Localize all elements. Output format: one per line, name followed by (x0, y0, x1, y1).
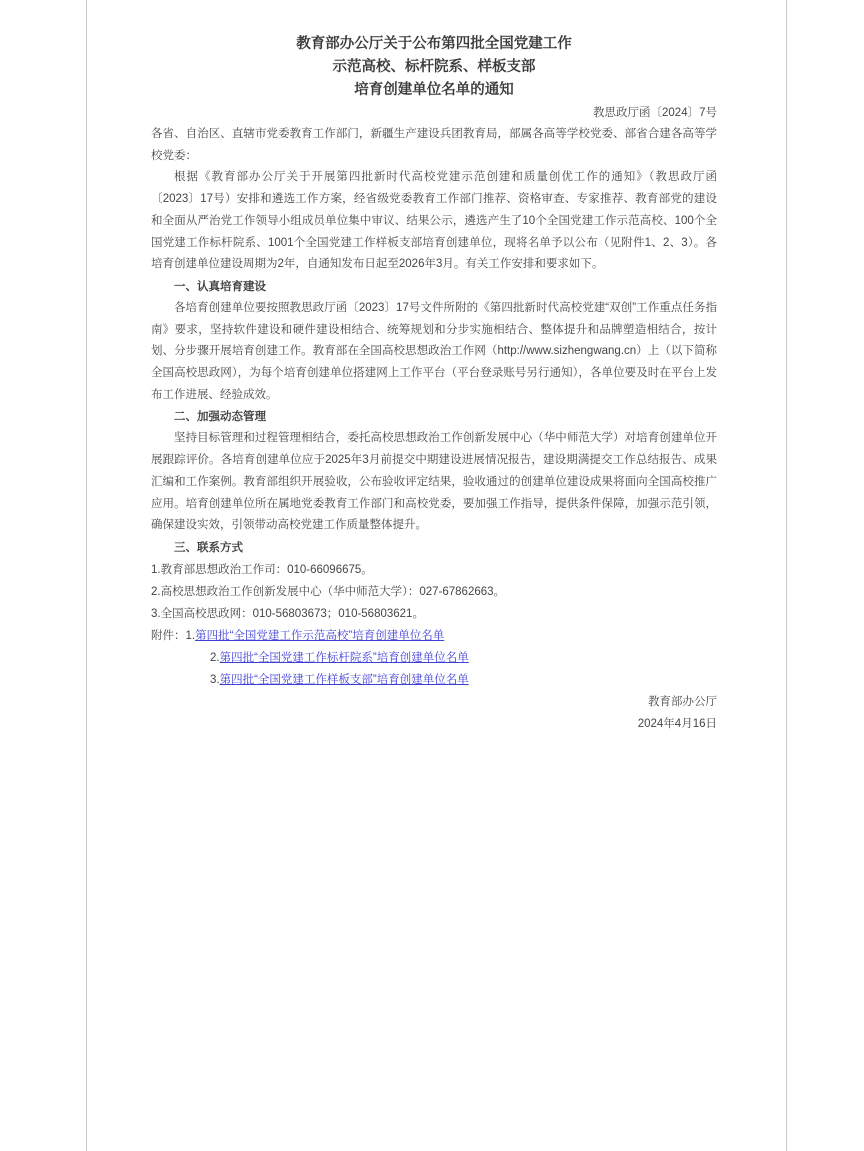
section-2-heading: 二、加强动态管理 (174, 411, 266, 424)
issuing-office: 教育部办公厅 (648, 695, 717, 708)
intro-paragraph: 根据《教育部办公厅关于开展第四批新时代高校党建示范创建和质量创优工作的通知》（教思政厅函〔2023〕17号）安排和遴选工作方案，经省级党委教育工作部门推荐、资格审查、专家推荐、教育部党的建设和全面从严治党工作领导小组成员单位集中审议、结果公示，遴选产生了10个全国党建工作示范高校、100个全国党建工作标杆院系、1001个全国党建工作样板支部培育创建单位，现将名单予以公布（见附件1、2、3）。各培育创建单位建设周期为2年，自通知发布日起至2026年3月。有关工作安排和要求如下。 (151, 171, 717, 271)
attachment-3-link[interactable]: 第四批“全国党建工作样板支部”培育创建单位名单 (219, 673, 469, 686)
notice-document (86, 0, 787, 1151)
attachment-line-1 (151, 625, 717, 647)
section-1-heading: 一、认真培育建设 (174, 280, 266, 293)
attachment-3-prefix: 3. (210, 673, 220, 686)
doc-title-line-3: 培育创建单位名单的通知 (354, 82, 514, 98)
doc-title-line-1: 教育部办公厅关于公布第四批全国党建工作 (296, 36, 572, 52)
contact-line-3: 3.全国高校思政网：010-56803673；010-56803621。 (151, 607, 424, 620)
attachment-line-3 (151, 669, 717, 691)
attachment-1-link[interactable]: 第四批“全国党建工作示范高校”培育创建单位名单 (195, 629, 445, 642)
doc-title-line-2: 示范高校、标杆院系、样板支部 (332, 59, 536, 75)
issue-date: 2024年4月16日 (637, 717, 717, 730)
contact-line-1: 1.教育部思想政治工作司：010-66096675。 (151, 563, 373, 576)
attachment-2-prefix: 2. (210, 651, 220, 664)
doc-title (151, 33, 717, 102)
section-3-heading: 三、联系方式 (174, 541, 243, 554)
doc-number: 教思政厅函〔2024〕7号 (593, 107, 717, 119)
section-2-body: 坚持目标管理和过程管理相结合，委托高校思想政治工作创新发展中心（华中师范大学）对培育创建单位开展跟踪评价。各培育创建单位应于2025年3月前提交中期建设进展情况报告，建设期满提交工作总结报告、成果汇编和工作案例。教育部组织开展验收，公布验收评定结果，验收通过的创建单位建设成果将面向全国高校推广应用。培育创建单位所在属地党委教育工作部门和高校党委，要加强工作指导，提供条件保障，加强示范引领，确保建设实效，引领带动高校党建工作质量整体提升。 (151, 432, 717, 532)
attachment-line-2 (151, 647, 717, 669)
attachment-1-prefix: 附件：1. (151, 629, 196, 642)
contact-line-2: 2.高校思想政治工作创新发展中心（华中师范大学）：027-67862663。 (151, 585, 506, 598)
section-1-body: 各培育创建单位要按照教思政厅函〔2023〕17号文件所附的《第四批新时代高校党建“双创”工作重点任务指南》要求，坚持软件建设和硬件建设相结合、统筹规划和分步实施相结合、整体提升和品牌塑造相结合，按计划、分步骤开展培育创建工作。教育部在全国高校思想政治工作网（http://www.sizhengwang.cn）上（以下简称全国高校思政网），为每个培育创建单位搭建网上工作平台（平台登录账号另行通知），各单位要及时在平台上发布工作进展、经验成效。 (151, 301, 717, 401)
attachment-2-link[interactable]: 第四批“全国党建工作标杆院系”培育创建单位名单 (219, 651, 469, 664)
salutation: 各省、自治区、直辖市党委教育工作部门，新疆生产建设兵团教育局，部属各高等学校党委、部省合建各高等学校党委： (151, 128, 717, 162)
